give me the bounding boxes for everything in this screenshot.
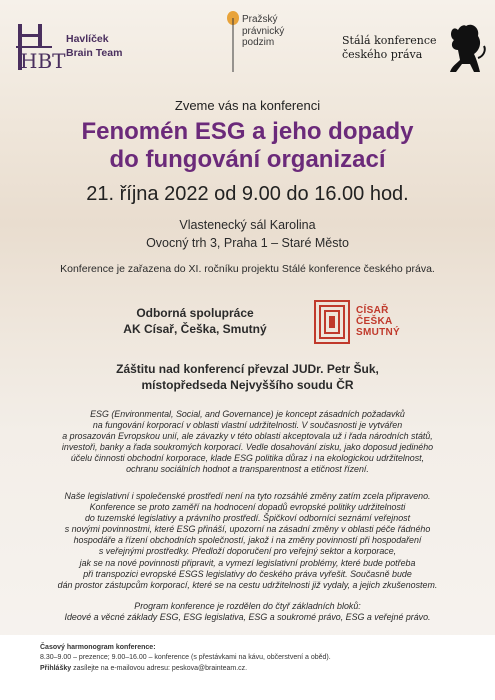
p2-line: Naše legislativní i společenské prostředí není na tyto rozsáhlé změny zatím zcela připraveno. [64, 491, 431, 501]
ck-line2: ČEŠKA [356, 316, 393, 327]
p3-line: Ideové a věcné základy ESG, ESG legislativa, ESG a soukromé právo, ESG a veřejné právo. [64, 612, 431, 623]
prazsky-pravnicky-podzim-logo [226, 10, 316, 76]
signup-info [40, 664, 247, 674]
venue-address: Ovocný trh 3, Praha 1 – Staré Město [146, 236, 349, 250]
cisar-ceska-smutny-logo-text [356, 305, 400, 338]
hbt-name-line1: Havlíček [66, 33, 109, 45]
cooperation-label: Odborná spolupráce [136, 306, 254, 320]
patron-line2: místopředseda Nejvyššího soudu ČR [141, 378, 354, 392]
cooperation-text [90, 305, 300, 337]
hbt-logo-text [66, 32, 122, 60]
ck-line1: CÍSAŘ [356, 305, 389, 316]
schedule-text: 8.30–9.00 – prezence; 9.00–16.00 – konference (s přestávkami na kávu, občerstvení a oběd). [40, 654, 331, 661]
p2-line: jak se na nové povinnosti připravit, a vymezí legislativní problémy, které bude potřeba [79, 557, 416, 568]
p1-line: ochranu sociálních hodnot a transparentnost a etičnost řízení. [126, 464, 369, 475]
ppp-logo-text [242, 14, 284, 49]
p2-line: do tuzemské legislativy a právního prostředí. Špičkoví odborníci seznámí veřejnost [84, 513, 411, 524]
patron-line1: Záštitu nad konferencí převzal JUDr. Petr Šuk, [116, 362, 379, 376]
title-line1: Fenomén ESG a jeho dopady [81, 118, 414, 145]
stala-konference-logo [342, 20, 488, 76]
havlicek-brain-team-logo [16, 22, 136, 74]
title-line2: do fungování organizací [109, 146, 386, 173]
hbt-logo-mark [16, 22, 66, 73]
paragraph-conference-aim [24, 491, 471, 591]
project-note: Konference je zařazena do XI. ročníku projektu Stálé konference českého práva. [60, 263, 435, 275]
schedule-label: Časový harmonogram konference: [40, 644, 156, 651]
hbt-name-line2: Brain Team [66, 47, 123, 59]
leaf-icon [226, 10, 240, 74]
p2-line: při transpozici evropské ESGS legislativy do českého práva vyřešit. Současně bude [83, 568, 412, 579]
ck-line3: SMUTNÝ [356, 327, 401, 338]
patronage [0, 361, 495, 393]
p1-line: na fungování korporací v oblasti vlastní udržitelnosti. V současnosti je vytvářen [92, 420, 403, 431]
p1-line: ESG (Environmental, Social, and Governance) je koncept zásadních požadavků [90, 409, 405, 419]
p2-line: Konference se proto zaměří na hodnocení dopadů evropské politiky udržitelnosti [89, 502, 406, 513]
p2-line: s veřejnými prostředky. Předloží doporučení pro veřejný sektor a korporace, [98, 546, 397, 557]
skcp-line1: Stálá konference [342, 34, 437, 47]
cooperation-firm: AK Císař, Češka, Smutný [123, 322, 267, 336]
venue-name: Vlastenecký sál Karolina [179, 218, 316, 232]
p2-line: hospodáře a řízení obchodních společností, jakož i na změny povinností při hospodaření [73, 535, 422, 546]
ppp-line3: podzim [242, 37, 275, 48]
p1-line: účelu činnosti obchodní korporace, klade ESG politika důraz i na ekologickou udržitelnost, [70, 453, 425, 464]
skcp-logo-text [342, 34, 437, 62]
signup-label: Přihlášky [40, 665, 72, 672]
p2-line: dán prostor zástupcům korporací, které se na cestu udržitelnosti již vydaly, a jejich zkušenostem. [57, 579, 438, 590]
p1-line: a prosazován Evropskou unií, ale závazky v této oblasti akceptovala už i řada národních států, [62, 431, 433, 442]
ppp-line1: Pražský [242, 14, 278, 25]
lion-icon [444, 20, 488, 76]
p2-line: s novými povinnostmi, které ESG přináší, upozorní na zásadní změny v oblasti péče řádného [64, 524, 431, 535]
cisar-ceska-smutny-logo-mark [314, 300, 350, 344]
skcp-line2: českého práva [342, 48, 423, 61]
event-date: 21. října 2022 od 9.00 do 16.00 hod. [86, 183, 409, 205]
ppp-line2: právnický [242, 25, 285, 37]
p3-line: Program konference je rozdělen do čtyř základních bloků: [134, 601, 361, 611]
paragraph-esg-intro [24, 409, 471, 476]
signup-text: zasílejte na e-mailovou adresu: peskova@brainteam.cz. [73, 665, 248, 672]
p1-line: investoři, banky a řada soukromých korporací. Vedle dosahování zisku, jako doposud jediného [61, 442, 434, 453]
hbt-letters: HBT [20, 49, 66, 73]
paragraph-program [24, 601, 471, 623]
invite-text: Zveme vás na konferenci [174, 98, 321, 113]
